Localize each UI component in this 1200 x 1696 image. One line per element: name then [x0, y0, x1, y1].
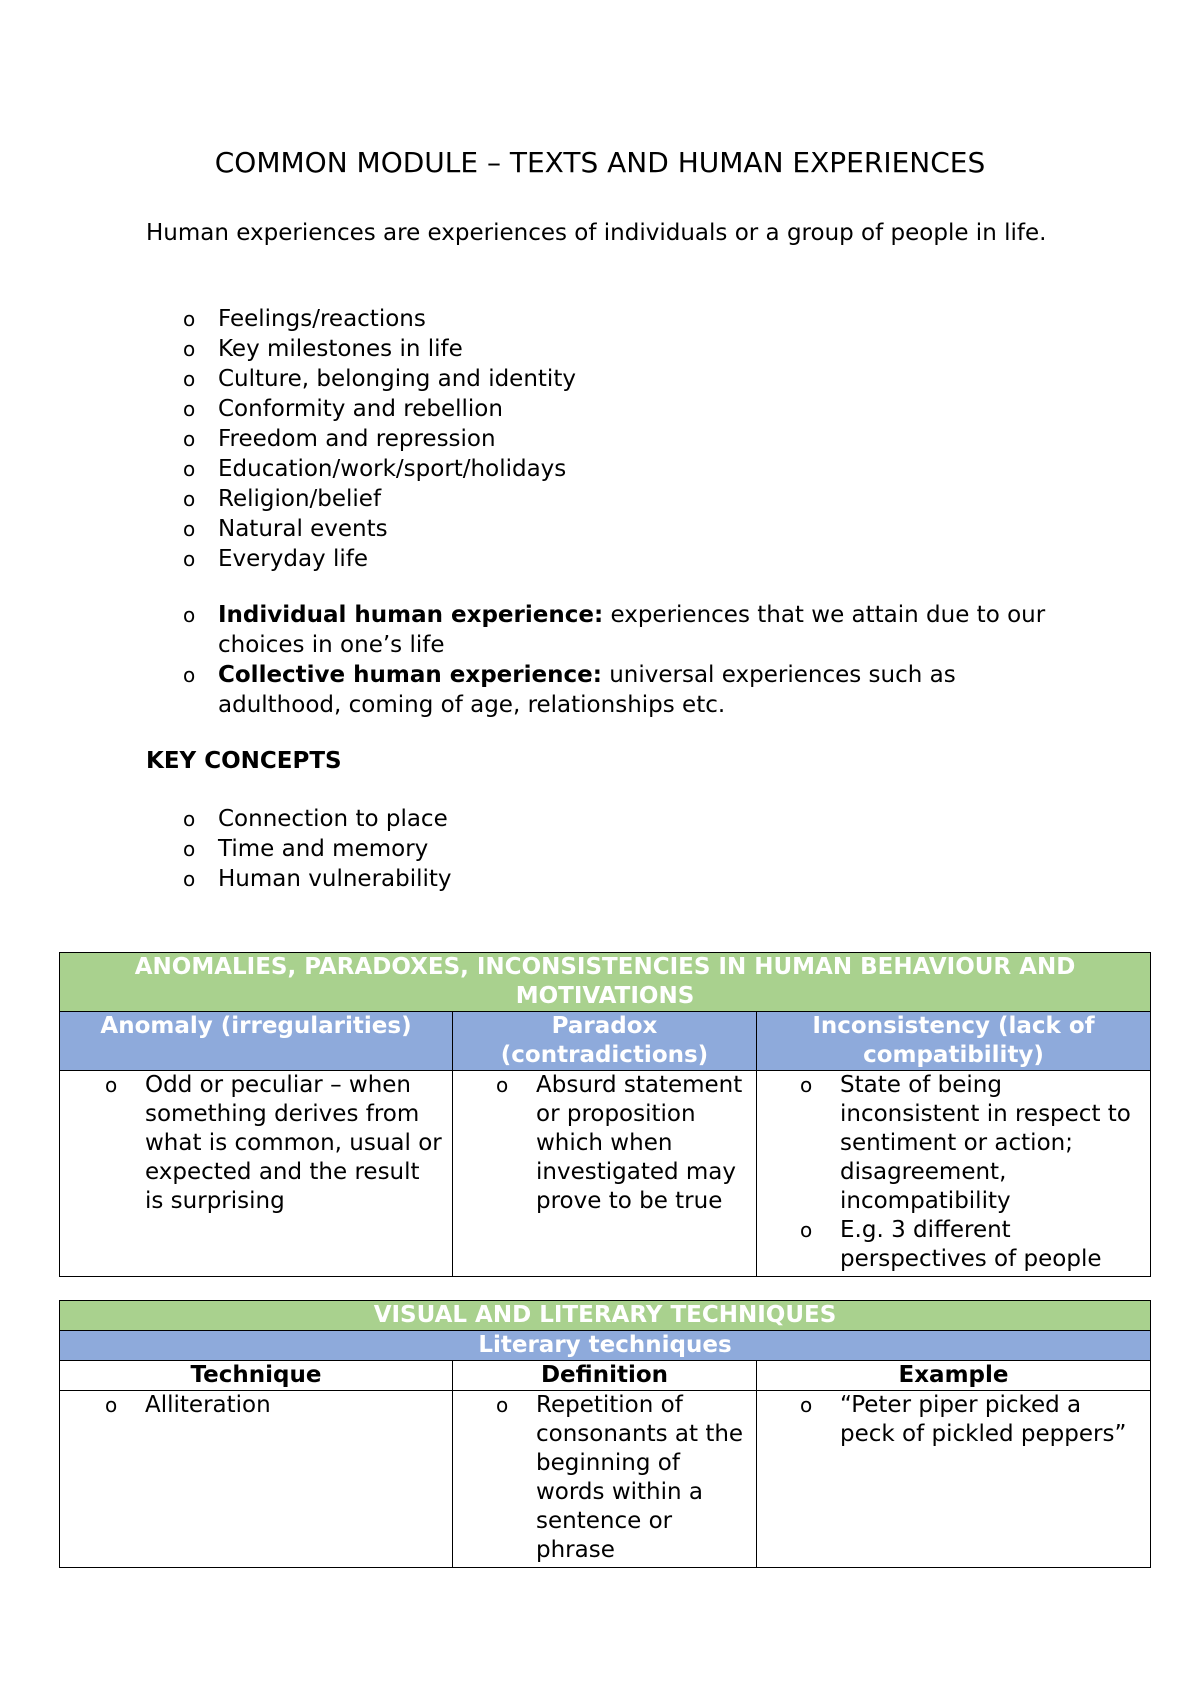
bullet-marker: o: [496, 1073, 509, 1097]
bullet-marker: o: [183, 547, 196, 571]
cell-bullet: o Absurd statement or proposition which when investigated may prove to be true: [496, 1072, 743, 1214]
definition-text: universal experiences such as adulthood, coming of age, relationships etc.: [218, 662, 956, 718]
experiences-list: [146, 304, 1076, 574]
list-item: o Time and memory: [183, 836, 429, 862]
definition-term: Collective human experience:: [218, 662, 602, 688]
bullet-marker: o: [800, 1073, 813, 1097]
table-cell: [453, 1071, 757, 1277]
techniques-table-title: VISUAL AND LITERARY TECHNIQUES: [60, 1301, 1151, 1331]
table-cell: [453, 1391, 757, 1568]
table-cell: [60, 1391, 453, 1568]
list-item: o Religion/belief: [183, 486, 382, 512]
column-header-technique: Technique: [60, 1361, 453, 1391]
list-item: o Conformity and rebellion: [183, 396, 503, 422]
bullet-marker: o: [183, 807, 196, 831]
anomalies-table: [59, 952, 1151, 1277]
bullet-marker: o: [183, 487, 196, 511]
bullet-marker: o: [183, 457, 196, 481]
bullet-marker: o: [105, 1073, 118, 1097]
techniques-table: [59, 1300, 1151, 1568]
bullet-marker: o: [183, 367, 196, 391]
definition-item: [146, 660, 1076, 720]
table-cell: [60, 1071, 453, 1277]
list-item: o Freedom and repression: [183, 426, 496, 452]
bullet-marker: o: [183, 867, 196, 891]
cell-bullet: o State of being inconsistent in respect to sentiment or action; disagreement, incompatibility: [800, 1072, 1131, 1214]
definition-term: Individual human experience:: [218, 602, 604, 628]
key-concepts-heading: KEY CONCEPTS: [146, 748, 342, 774]
bullet-marker: o: [183, 427, 196, 451]
bullet-marker: o: [800, 1218, 813, 1242]
definitions-list: [146, 600, 1076, 720]
bullet-marker: o: [183, 603, 196, 627]
bullet-marker: o: [183, 397, 196, 421]
list-item: o Natural events: [183, 516, 388, 542]
bullet-marker: o: [183, 307, 196, 331]
list-item: o Connection to place: [183, 806, 448, 832]
key-concepts-list: [146, 804, 1076, 894]
bullet-marker: o: [800, 1393, 813, 1417]
table-cell: [757, 1391, 1151, 1568]
column-header-definition: Definition: [453, 1361, 757, 1391]
bullet-marker: o: [496, 1393, 509, 1417]
table-cell: [757, 1071, 1151, 1277]
techniques-table-subtitle: Literary techniques: [60, 1331, 1151, 1361]
list-item: o Education/work/sport/holidays: [183, 456, 567, 482]
column-header-example: Example: [757, 1361, 1151, 1391]
list-item: o Human vulnerability: [183, 866, 452, 892]
column-header-inconsistency: Inconsistency (lack of compatibility): [757, 1012, 1151, 1071]
page-title: COMMON MODULE – TEXTS AND HUMAN EXPERIENCES: [214, 146, 986, 179]
definition-text: experiences that we attain due to our choices in one’s life: [218, 602, 1046, 658]
intro-paragraph: Human experiences are experiences of individuals or a group of people in life.: [146, 220, 1047, 246]
cell-bullet: o Alliteration: [105, 1392, 271, 1418]
list-item: o Key milestones in life: [183, 336, 463, 362]
column-header-anomaly: Anomaly (irregularities): [60, 1012, 453, 1071]
anomalies-table-title: ANOMALIES, PARADOXES, INCONSISTENCIES IN HUMAN BEHAVIOUR AND MOTIVATIONS: [60, 953, 1151, 1012]
column-header-paradox: Paradox (contradictions): [453, 1012, 757, 1071]
cell-bullet: o Repetition of consonants at the beginning of words within a sentence or phrase: [496, 1392, 744, 1563]
cell-bullet: o E.g. 3 different perspectives of people: [800, 1217, 1102, 1272]
bullet-marker: o: [183, 837, 196, 861]
definition-item: [146, 600, 1076, 660]
list-item: o Everyday life: [183, 546, 369, 572]
cell-bullet: o “Peter piper picked a peck of pickled peppers”: [800, 1392, 1127, 1447]
bullet-marker: o: [183, 337, 196, 361]
bullet-marker: o: [105, 1393, 118, 1417]
bullet-marker: o: [183, 517, 196, 541]
bullet-marker: o: [183, 663, 196, 687]
list-item: o Culture, belonging and identity: [183, 366, 576, 392]
cell-bullet: o Odd or peculiar – when something derives from what is common, usual or expected and the result is surprising: [105, 1072, 442, 1214]
list-item: o Feelings/reactions: [183, 306, 426, 332]
